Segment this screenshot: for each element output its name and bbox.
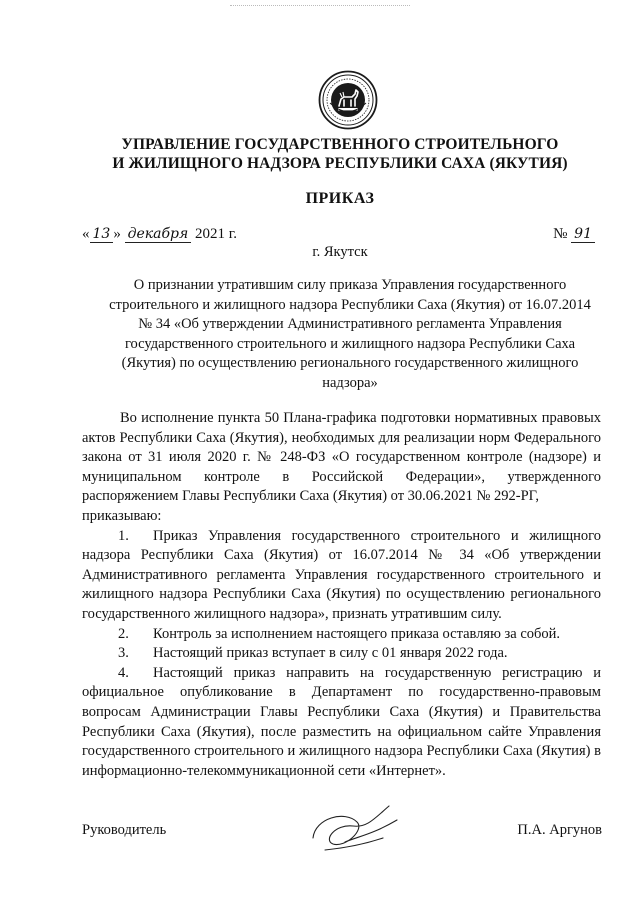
date-year: 2021 г.	[194, 226, 237, 242]
coat-of-arms-seal-icon	[318, 70, 378, 130]
document-title: ПРИКАЗ	[305, 190, 375, 207]
scan-artifact-line	[230, 5, 410, 7]
order-item	[82, 664, 601, 782]
item-text: Приказ Управления государственного строительного и жилищного надзора Республики Саха (Якутия) от 16.07.2014 № 34 «Об утверждении Административного регламента Управления государственного строительного и жилищного надзора Республики Саха (Якутия) по осуществлению регионального государственного жилищного надзора», признать утратившим силу.	[82, 527, 601, 622]
subject-line: О признании утратившим силу приказа Управления государственного	[133, 277, 567, 293]
document-date	[82, 226, 237, 243]
subject-line: государственного строительного и жилищного надзора Республики Саха	[124, 335, 576, 352]
document-number	[553, 226, 595, 243]
item-text: Настоящий приказ вступает в силу с 01 января 2022 года.	[153, 645, 508, 662]
date-day: 13	[90, 226, 114, 243]
order-item	[82, 625, 601, 645]
order-item	[82, 527, 601, 625]
document-body	[82, 409, 601, 781]
item-text: Настоящий приказ направить на государственную регистрацию и официальное опубликование в Департамент по государственно-правовым вопросам Администрации Главы Республики Саха (Якутия) и Правительства Республики Саха (Якутия), после разместить на официальном сайте Управления государственного строительного и жилищного надзора Республики Саха (Якутия) в информационно-телекоммуникационной сети «Интернет».	[82, 664, 601, 779]
number-prefix: №	[553, 226, 568, 242]
document-subject	[100, 276, 600, 393]
date-close-quote: »	[113, 226, 121, 242]
number-value: 91	[571, 226, 595, 243]
signer-role: Руководитель	[82, 822, 167, 838]
date-open-quote: «	[82, 226, 90, 242]
item-number: 4.	[118, 664, 129, 681]
subject-line: надзора»	[322, 374, 378, 391]
date-month: декабря	[125, 226, 192, 243]
order-word: приказываю:	[82, 507, 162, 524]
item-text: Контроль за исполнением настоящего приказа оставляю за собой.	[153, 625, 561, 642]
item-number: 1.	[118, 527, 129, 544]
organization-line-1: УПРАВЛЕНИЕ ГОСУДАРСТВЕННОГО СТРОИТЕЛЬНОГО	[121, 136, 559, 153]
subject-line: строительного и жилищного надзора Республики Саха (Якутия) от 16.07.2014	[109, 296, 591, 313]
subject-line: (Якутия) по осуществлению регионального государственного жилищного	[121, 355, 579, 371]
handwritten-signature	[305, 798, 405, 860]
preamble-paragraph: Во исполнение пункта 50 Плана-графика подготовки нормативных правовых актов Республики Саха (Якутия), необходимых для реализации норм Федерального закона от 31 июля 2020 г. № 248-ФЗ «О государственном контроле (надзоре) и муниципальном контроле в Российской Федерации», утвержденного распоряжением Главы Республики Саха (Якутия) от 30.06.2021 № 292-РГ,	[82, 410, 601, 505]
signer-name: П.А. Аргунов	[517, 822, 602, 838]
organization-line-2: И ЖИЛИЩНОГО НАДЗОРА РЕСПУБЛИКИ САХА (ЯКУТИЯ)	[112, 155, 568, 172]
document-city: г. Якутск	[312, 244, 368, 260]
subject-line: № 34 «Об утверждении Административного регламента Управления	[138, 316, 562, 332]
organization-header	[60, 135, 620, 173]
item-number: 2.	[118, 625, 129, 642]
order-item	[82, 644, 601, 664]
item-number: 3.	[118, 645, 129, 662]
